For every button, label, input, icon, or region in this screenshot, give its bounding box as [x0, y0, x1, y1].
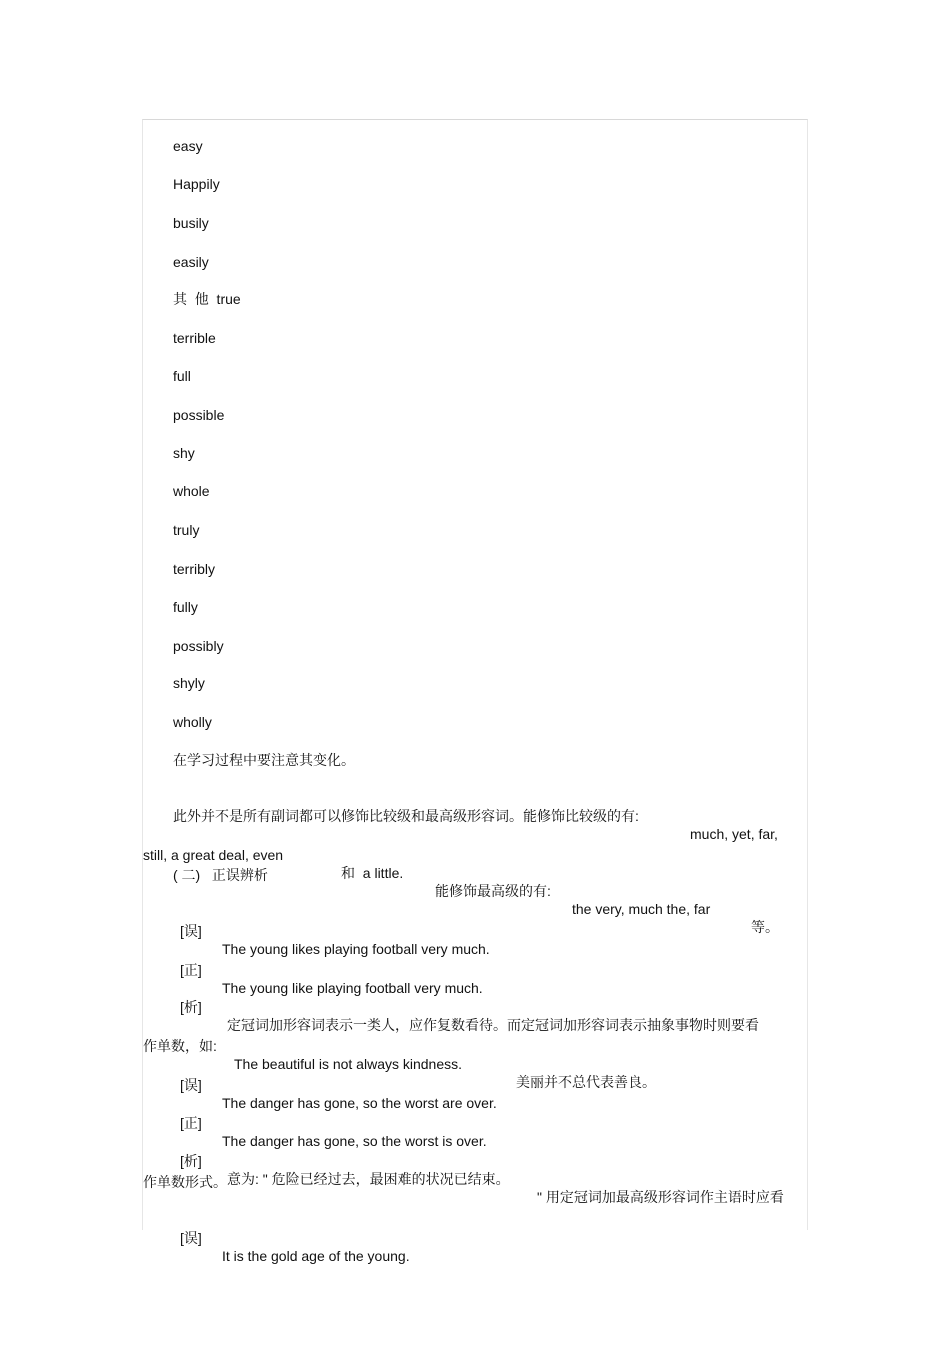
paragraph-text: 能修饰最高级的有:: [435, 883, 551, 899]
word-item: fully: [173, 599, 198, 615]
word-item: Happily: [173, 176, 220, 192]
word-item: truly: [173, 522, 200, 538]
entry-text: The danger has gone, so the worst is over.: [222, 1133, 487, 1149]
entry-text: The beautiful is not always kindness.: [234, 1056, 463, 1072]
paragraph-text: 此外并不是所有副词都可以修饰比较级和最高级形容词。能修饰比较级的有:: [173, 808, 639, 824]
word-item: easily: [173, 254, 209, 270]
entry-tag: [误]: [180, 923, 202, 939]
word-item: terrible: [173, 330, 216, 346]
entry-tag: [误]: [180, 1077, 202, 1093]
entry-tag: [误]: [180, 1230, 202, 1246]
entry-row: [0, 1211, 950, 1265]
word-item: possible: [173, 407, 225, 423]
word-item: terribly: [173, 561, 216, 577]
entry-row: [0, 1134, 950, 1206]
entry-tag: [正]: [180, 962, 202, 978]
entry-text: It is the gold age of the young.: [222, 1248, 410, 1264]
word-item: possibly: [173, 638, 224, 654]
paragraph-note: 在学习过程中要注意其变化。: [173, 752, 355, 768]
entry-text: " 用定冠词加最高级形容词作主语时应看: [537, 1189, 784, 1205]
paragraph-text: much, yet, far,: [690, 826, 778, 842]
word-item: whole: [173, 483, 210, 499]
entry-text: 意为: " 危险已经过去，最困难的状况已结束。: [227, 1171, 510, 1187]
entry-text: 作单数，如:: [143, 1038, 217, 1054]
entry-tag: [正]: [180, 1115, 202, 1131]
entry-text: 美丽并不总代表善良。: [516, 1074, 656, 1090]
entry-text: The danger has gone, so the worst are over.: [222, 1095, 497, 1111]
section-heading: ( 二) 正误辨析: [173, 867, 268, 883]
entry-tag: [析]: [180, 1153, 202, 1169]
paragraph-text: the very, much the, far: [572, 901, 711, 917]
word-item: busily: [173, 215, 209, 231]
word-item: 其 他 true: [173, 291, 241, 307]
paragraph-text: 等。: [751, 919, 779, 935]
entry-text: The young likes playing football very much.: [222, 941, 490, 957]
word-item: easy: [173, 138, 203, 154]
entry-text: The young like playing football very much.: [222, 980, 483, 996]
word-item: shyly: [173, 675, 205, 691]
entry-tag: [析]: [180, 999, 202, 1015]
entry-text: 定冠词加形容词表示一类人，应作复数看待。而定冠词加形容词表示抽象事物时则要看: [227, 1017, 759, 1033]
paragraph-text: still, a great deal, even: [143, 847, 284, 863]
word-item: full: [173, 368, 191, 384]
word-item: shy: [173, 445, 195, 461]
word-item: wholly: [173, 714, 212, 730]
paragraph-text: 和 a little.: [341, 865, 404, 881]
entry-continuation: 作单数形式。: [143, 1174, 227, 1190]
